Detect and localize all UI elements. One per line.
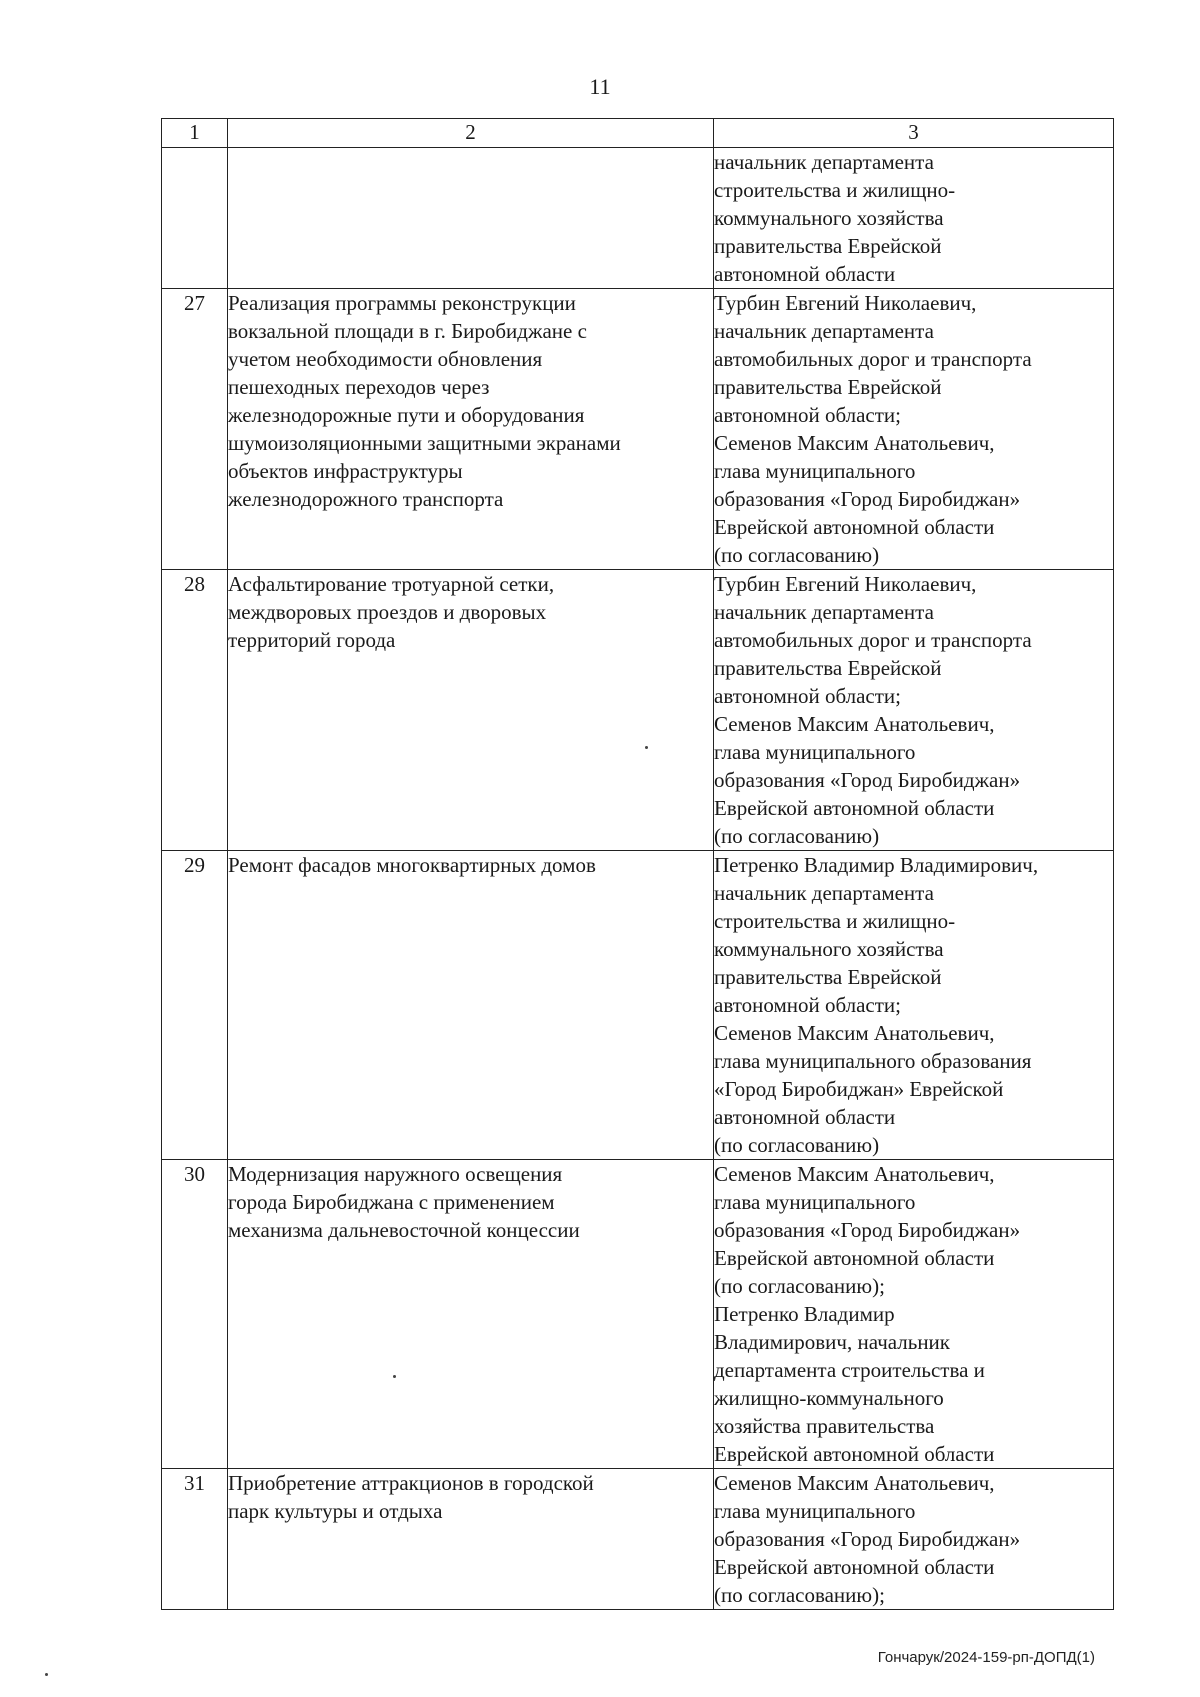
activity-line: железнодорожного транспорта	[228, 487, 504, 511]
responsible-line: автономной области;	[714, 403, 902, 427]
responsible-cell	[714, 1469, 1114, 1610]
table-header-row	[162, 119, 1114, 148]
responsible-line: Еврейской автономной области	[714, 796, 995, 820]
responsible-line: автономной области;	[714, 993, 902, 1017]
column-header-3: 3	[714, 119, 1114, 148]
responsible-cell	[714, 570, 1114, 851]
responsible-line: коммунального хозяйства	[714, 206, 944, 230]
activity-cell	[228, 1469, 714, 1610]
row-number: 31	[162, 1469, 228, 1610]
responsible-line: глава муниципального	[714, 459, 916, 483]
responsible-line: правительства Еврейской	[714, 375, 942, 399]
responsible-line: коммунального хозяйства	[714, 937, 944, 961]
document-id: Гончарук/2024-159-рп-ДОПД(1)	[877, 1649, 1095, 1666]
responsibility-table	[161, 118, 1114, 1610]
responsible-line: образования «Город Биробиджан»	[714, 487, 1021, 511]
responsible-line: Еврейской автономной области	[714, 1555, 995, 1579]
activity-line: Модернизация наружного освещения	[228, 1162, 563, 1186]
responsible-line: правительства Еврейской	[714, 965, 942, 989]
responsible-line: правительства Еврейской	[714, 656, 942, 680]
table-row	[162, 148, 1114, 289]
responsible-line: Петренко Владимир	[714, 1302, 895, 1326]
activity-line: пешеходных переходов через	[228, 375, 490, 399]
responsible-line: образования «Город Биробиджан»	[714, 1218, 1021, 1242]
activity-cell	[228, 148, 714, 289]
responsible-line: (по согласованию);	[714, 1583, 885, 1607]
responsible-line: департамента строительства и	[714, 1358, 985, 1382]
activity-line: учетом необходимости обновления	[228, 347, 543, 371]
responsible-line: строительства и жилищно-	[714, 909, 956, 933]
responsible-line: Еврейской автономной области	[714, 1246, 995, 1270]
responsible-line: автономной области;	[714, 684, 902, 708]
responsible-line: правительства Еврейской	[714, 234, 942, 258]
activity-line: объектов инфраструктуры	[228, 459, 463, 483]
responsible-line: автономной области	[714, 1105, 896, 1129]
activity-line: города Биробиджана с применением	[228, 1190, 555, 1214]
responsible-cell	[714, 289, 1114, 570]
responsible-line: Семенов Максим Анатольевич,	[714, 712, 995, 736]
table-row	[162, 851, 1114, 1160]
responsible-line: (по согласованию)	[714, 1133, 880, 1157]
scan-speck	[645, 746, 648, 749]
responsible-line: начальник департамента	[714, 319, 934, 343]
responsible-line: Семенов Максим Анатольевич,	[714, 1162, 995, 1186]
activity-line: Асфальтирование тротуарной сетки,	[228, 572, 555, 596]
page-number: 11	[589, 74, 611, 99]
scan-speck	[45, 1673, 48, 1676]
responsible-line: глава муниципального	[714, 1499, 916, 1523]
responsible-cell	[714, 1160, 1114, 1469]
row-number: 27	[162, 289, 228, 570]
column-header-2: 2	[228, 119, 714, 148]
row-number: 29	[162, 851, 228, 1160]
responsible-line: (по согласованию)	[714, 543, 880, 567]
responsible-line: хозяйства правительства	[714, 1414, 935, 1438]
responsible-line: глава муниципального образования	[714, 1049, 1032, 1073]
responsible-line: строительства и жилищно-	[714, 178, 956, 202]
table-row	[162, 289, 1114, 570]
activity-line: Реализация программы реконструкции	[228, 291, 576, 315]
responsible-line: жилищно-коммунального	[714, 1386, 944, 1410]
responsible-line: начальник департамента	[714, 881, 934, 905]
responsible-line: образования «Город Биробиджан»	[714, 1527, 1021, 1551]
responsible-line: начальник департамента	[714, 600, 934, 624]
responsible-line: (по согласованию)	[714, 824, 880, 848]
activity-line: Приобретение аттракционов в городской	[228, 1471, 594, 1495]
activity-line: междворовых проездов и дворовых	[228, 600, 547, 624]
responsible-line: Турбин Евгений Николаевич,	[714, 291, 977, 315]
responsible-line: Петренко Владимир Владимирович,	[714, 853, 1039, 877]
responsible-line: автономной области	[714, 262, 896, 286]
responsible-line: «Город Биробиджан» Еврейской	[714, 1077, 1004, 1101]
responsible-line: (по согласованию);	[714, 1274, 885, 1298]
responsible-cell	[714, 148, 1114, 289]
activity-line: парк культуры и отдыха	[228, 1499, 443, 1523]
activity-line: вокзальной площади в г. Биробиджане с	[228, 319, 587, 343]
activity-line: шумоизоляционными защитными экранами	[228, 431, 621, 455]
responsible-line: глава муниципального	[714, 740, 916, 764]
responsible-line: Еврейской автономной области	[714, 515, 995, 539]
activity-cell	[228, 851, 714, 1160]
table-body	[162, 148, 1114, 1610]
responsible-line: Семенов Максим Анатольевич,	[714, 1471, 995, 1495]
responsible-line: Турбин Евгений Николаевич,	[714, 572, 977, 596]
table-row	[162, 570, 1114, 851]
responsible-line: начальник департамента	[714, 150, 934, 174]
row-number: 30	[162, 1160, 228, 1469]
activity-cell	[228, 289, 714, 570]
responsible-cell	[714, 851, 1114, 1160]
scan-speck	[393, 1375, 396, 1378]
responsible-line: автомобильных дорог и транспорта	[714, 628, 1032, 652]
responsible-line: Владимирович, начальник	[714, 1330, 950, 1354]
activity-line: железнодорожные пути и оборудования	[228, 403, 585, 427]
activity-cell	[228, 570, 714, 851]
responsible-line: Еврейской автономной области	[714, 1442, 995, 1466]
activity-line: Ремонт фасадов многоквартирных домов	[228, 853, 596, 877]
row-number	[162, 148, 228, 289]
activity-line: территорий города	[228, 628, 396, 652]
table-row	[162, 1469, 1114, 1610]
responsible-line: Семенов Максим Анатольевич,	[714, 431, 995, 455]
responsible-line: автомобильных дорог и транспорта	[714, 347, 1032, 371]
row-number: 28	[162, 570, 228, 851]
table-row	[162, 1160, 1114, 1469]
responsible-line: образования «Город Биробиджан»	[714, 768, 1021, 792]
activity-line: механизма дальневосточной концессии	[228, 1218, 580, 1242]
responsible-line: глава муниципального	[714, 1190, 916, 1214]
responsible-line: Семенов Максим Анатольевич,	[714, 1021, 995, 1045]
column-header-1: 1	[162, 119, 228, 148]
activity-cell	[228, 1160, 714, 1469]
